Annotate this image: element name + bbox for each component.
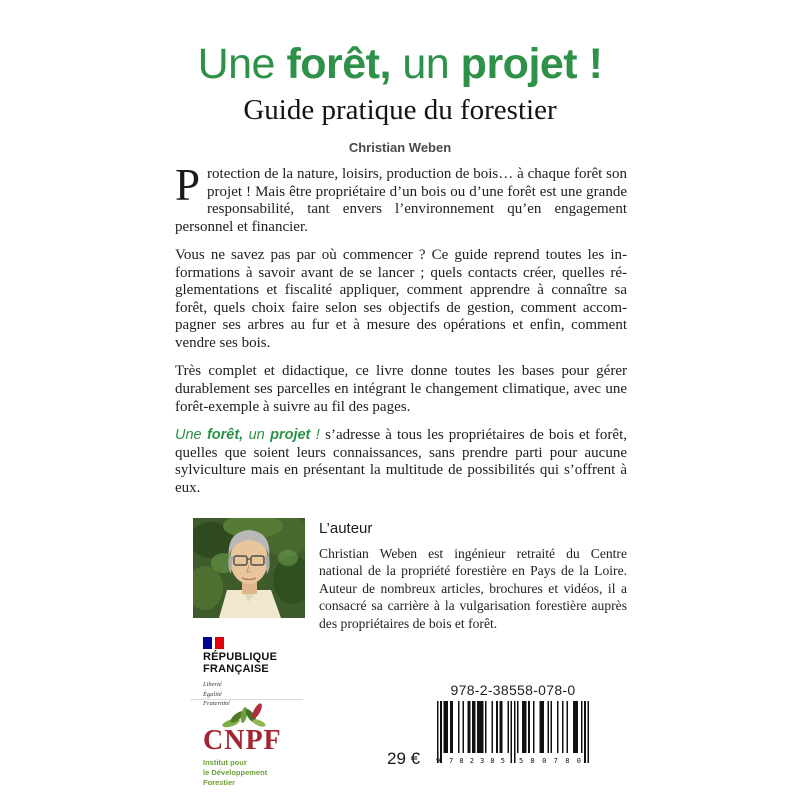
french-flag-icon xyxy=(203,637,277,649)
cnpf-sub-line3: Forestier xyxy=(203,777,236,787)
barcode-digit-first: 9 xyxy=(436,757,441,765)
paragraph-4 xyxy=(175,427,627,497)
price-label: 29 € xyxy=(387,749,421,768)
author-portrait-photo xyxy=(193,518,305,618)
author-info xyxy=(319,518,627,632)
barcode-digits-right: 5 8 0 7 8 0 xyxy=(519,757,581,765)
author-byline: Christian Weben xyxy=(348,140,452,156)
cnpf-logo xyxy=(203,703,282,787)
cnpf-sub-line2: le Développement xyxy=(203,767,268,777)
paragraph-1 xyxy=(175,160,627,236)
barcode-digits-left: 7 8 2 3 8 5 xyxy=(449,757,505,765)
paragraph-4-text: s’adresse à tous les propriétaires de bois et forêt, quelles que soient leurs connaissances, sans prendre parti pour aucune sylviculture mais en présentant la multitude de possibilités qui s’offrent à eux. xyxy=(175,427,627,496)
paragraph-4-title-lead: Une forêt, un projet ! xyxy=(175,427,326,444)
book-title: Une forêt, un projet ! xyxy=(197,40,603,88)
republique-francaise-logo xyxy=(203,637,277,708)
cnpf-subtitle xyxy=(203,758,282,787)
author-section xyxy=(193,518,627,632)
author-section-heading: L’auteur xyxy=(319,520,373,538)
motto-liberte: Liberté xyxy=(203,681,222,689)
logo-divider-line xyxy=(190,699,303,700)
rf-logo-line1: RÉPUBLIQUE xyxy=(203,651,278,663)
cnpf-name: CNPF xyxy=(203,725,282,756)
paragraph-1-text: rotection de la nature, loisirs, production de bois… à chaque forêt son projet ! Mais être propriétaire d’un bois ou d’une forêt est une grande responsabilité, tant envers l’environnement qu’en engagement personnel et financier. xyxy=(175,166,627,235)
dropcap-letter: P xyxy=(175,160,201,210)
paragraph-3: Très complet et didactique, ce livre donne toutes les bases pour gérer durablement ses parcelles en intégrant le changement climatique, avec une forêt-exemple à suivre au fil des pages. xyxy=(175,363,627,415)
motto-egalite: Égalité xyxy=(203,690,222,698)
back-cover-text xyxy=(175,160,627,633)
paragraph-2: Vous ne savez pas par où commencer ? Ce guide reprend toutes les informations à savoir avant de se lancer ; quels contacts créer, quelles réglementations et fiscalité appliquer, comment apprendre à connaître sa forêt, quels choix faire selon ses objectifs de gestion, comment accompagner ses arbres au fur et à mesure des opérations et enfin, comment vendre ses bois. xyxy=(175,247,627,351)
barcode-block xyxy=(437,682,589,765)
rf-logo-line2: FRANÇAISE xyxy=(203,662,269,675)
barcode-digits xyxy=(437,755,589,765)
motto-fraternite: Fraternité xyxy=(203,699,230,707)
author-bio-text: Christian Weben est ingénieur retraité du Centre national de la propriété forestière en Pays de la Loire. Auteur de nombreux articles, brochures et vidéos, il a consacré sa carrière à la vulgarisation forestière auprès des propriétaires de bois et forêt. xyxy=(319,545,627,631)
header xyxy=(0,42,800,155)
cnpf-sub-line1: Institut pour xyxy=(203,758,247,767)
book-subtitle: Guide pratique du forestier xyxy=(243,94,557,127)
ean13-barcode xyxy=(437,701,589,765)
isbn-number: 978-2-38558-078-0 xyxy=(450,682,576,698)
